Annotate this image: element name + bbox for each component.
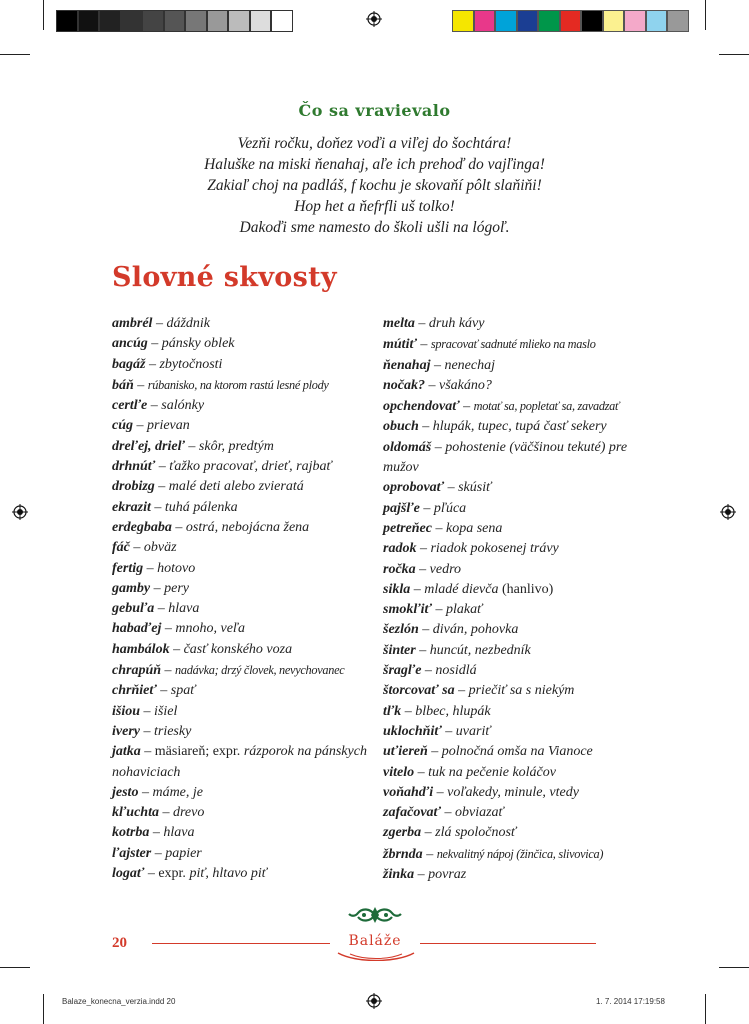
glossary-term: ivery: [112, 723, 140, 739]
color-swatch: [228, 10, 250, 32]
glossary-entry: fertig – hotovo: [112, 560, 196, 576]
glossary-term: zafačovať: [383, 805, 441, 821]
registration-mark-icon: [12, 504, 28, 520]
glossary-definition: tuk na pečenie koláčov: [428, 764, 556, 780]
color-swatch: [624, 10, 646, 32]
glossary-entry: žinka – povraz: [383, 867, 467, 883]
glossary-term: žinka: [383, 867, 415, 883]
glossary-term: gebuľa: [112, 601, 155, 617]
glossary-entry: cúg – prievan: [112, 418, 190, 434]
footer-rule: [420, 943, 596, 944]
crop-mark: [719, 54, 749, 55]
verse-line: Dakoďi sme namesto do školi ušli na lógoľ.: [239, 219, 510, 236]
glossary-entry: smokľiť – plakať: [383, 602, 483, 618]
glossary-term: išiou: [112, 703, 141, 719]
glossary-term: drhnúť: [112, 459, 156, 475]
glossary-entry: zafačovať – obviazať: [383, 805, 504, 821]
glossary-definition: nadávka; drzý človek, nevychovanec: [175, 663, 345, 678]
glossary-note: (hanlivo): [501, 581, 554, 597]
glossary-entry: kľuchta – drevo: [112, 805, 205, 821]
glossary-term: gamby: [112, 580, 151, 596]
footer-brand: Baláže: [348, 933, 402, 949]
glossary-term: šezlón: [383, 622, 419, 638]
section-title: Slovné skvosty: [112, 262, 337, 293]
glossary-definition: skúsiť: [458, 480, 492, 496]
glossary-definition: prievan: [147, 418, 190, 434]
glossary-entry: gebuľa – hlava: [112, 601, 200, 617]
glossary-entry: ancúg – pánsky oblek: [112, 336, 235, 352]
glossary-entry: šragľe – nosidlá: [383, 663, 477, 679]
glossary-term: petreňec: [383, 520, 432, 536]
glossary-entry: bagáž – zbytočnosti: [112, 356, 223, 372]
glossary-entry: ivery – triesky: [112, 723, 192, 739]
glossary-entry: melta – druh kávy: [383, 316, 485, 331]
glossary-entry: chrňieť – spať: [112, 683, 196, 699]
ornament-icon: [348, 904, 402, 926]
glossary-definition: rázporok na pánskych nohaviciach: [112, 744, 367, 780]
glossary-entry: hambálok – časť konského voza: [112, 641, 293, 657]
registration-mark-icon: [720, 504, 736, 520]
glossary-entry: ňenahaj – nenechaj: [383, 357, 495, 373]
color-swatch: [495, 10, 517, 32]
glossary-definition: skôr, predtým: [198, 438, 274, 454]
glossary-term: erdegbaba: [112, 519, 172, 535]
glossary-entry: chrapúň – nadávka; drzý človek, nevychovanec: [112, 663, 345, 679]
grayscale-color-bar: [56, 10, 293, 32]
glossary-entry: štorcovať sa – priečiť sa s niekým: [383, 683, 575, 699]
glossary-definition: kopa sena: [445, 520, 503, 536]
color-swatch: [121, 10, 143, 32]
glossary-term: cúg: [112, 418, 133, 434]
glossary-term: uťiereň: [383, 744, 428, 760]
glossary-definition: pľúca: [433, 500, 467, 516]
glossary-entry: šezlón – diván, pohovka: [383, 622, 519, 638]
glossary-definition: voľakedy, minule, vtedy: [447, 784, 579, 800]
glossary-definition: diván, pohovka: [432, 622, 519, 638]
glossary-definition: pery: [164, 580, 189, 596]
crop-mark: [719, 967, 749, 968]
glossary-term: oldomáš: [383, 439, 432, 455]
glossary-term: šinter: [383, 642, 416, 658]
glossary-column-right: [383, 314, 645, 885]
glossary-entry: išiou – išiel: [112, 703, 178, 719]
cmyk-color-bar: [452, 10, 689, 32]
glossary-definition: huncút, nezbedník: [429, 642, 531, 658]
glossary-definition: spať: [170, 683, 196, 699]
glossary-term: nočak?: [383, 377, 425, 393]
glossary-term: ancúg: [112, 336, 148, 352]
glossary-definition: papier: [165, 845, 202, 861]
glossary-term: bagáž: [112, 356, 146, 372]
glossary-term: opchendovať: [383, 399, 460, 415]
glossary-entry: oldomáš – pohostenie (väčšinou tekuté) pre mužov: [383, 439, 628, 476]
glossary-term: sikla: [383, 581, 411, 597]
glossary-entry: tľk – blbec, hlupák: [383, 703, 491, 719]
glossary-definition: nenechaj: [444, 357, 495, 373]
glossary-term: fáč: [112, 540, 130, 556]
glossary-definition: spracovať sadnuté mlieko na maslo: [430, 337, 596, 352]
glossary-term: mútiť: [383, 337, 417, 353]
glossary-entry: pajšľe – pľúca: [383, 500, 467, 516]
glossary-entry: šinter – huncút, nezbedník: [383, 642, 531, 658]
glossary-term: zgerba: [383, 825, 422, 841]
glossary-term: certľe: [112, 398, 148, 414]
glossary-entry: drhnúť – ťažko pracovať, drieť, rajbať: [112, 459, 332, 475]
glossary-term: jatka: [112, 744, 141, 760]
glossary-definition: dáždnik: [166, 316, 211, 331]
glossary-term: hambálok: [112, 641, 170, 657]
glossary-term: oprobovať: [383, 480, 445, 496]
glossary-term: voňahďi: [383, 784, 434, 800]
glossary-definition: polnočná omša na Vianoce: [441, 744, 593, 760]
glossary-entry: obuch – hlupák, tupec, tupá časť sekery: [383, 419, 607, 435]
glossary-definition: uvariť: [455, 723, 491, 739]
glossary-definition: hlava: [168, 601, 200, 617]
color-swatch: [603, 10, 625, 32]
color-swatch: [538, 10, 560, 32]
glossary-term: dreľej, drieľ: [112, 438, 185, 454]
glossary-term: smokľiť: [383, 602, 432, 618]
glossary-entry: kotrba – hlava: [112, 825, 195, 841]
color-swatch: [667, 10, 689, 32]
color-swatch: [452, 10, 474, 32]
glossary-term: chrapúň: [112, 663, 162, 679]
glossary-term: šragľe: [383, 663, 422, 679]
glossary-entry: uťiereň – polnočná omša na Vianoce: [383, 744, 593, 760]
glossary-definition: ostrá, nebojácna žena: [185, 519, 310, 535]
glossary-term: logať: [112, 866, 145, 882]
glossary-entry: erdegbaba – ostrá, nebojácna žena: [112, 519, 310, 535]
glossary-definition: hlupák, tupec, tupá časť sekery: [432, 419, 607, 435]
glossary-term: kľuchta: [112, 805, 159, 821]
verse-line: Vezňi ročku, doňez voďi a viľej do šochtára!: [237, 135, 512, 152]
glossary-term: ňenahaj: [383, 357, 431, 373]
glossary-term: ľajster: [112, 845, 152, 861]
crop-mark: [705, 0, 706, 30]
crop-mark: [43, 994, 44, 1024]
glossary-definition: vedro: [429, 561, 462, 577]
slug-filename: Balaze_konecna_verzia.indd 20: [62, 997, 176, 1006]
glossary-definition: máme, je: [152, 784, 203, 800]
glossary-term: báň: [112, 377, 134, 393]
glossary-term: ekrazit: [112, 499, 151, 515]
color-swatch: [560, 10, 582, 32]
glossary-definition: hotovo: [157, 560, 196, 576]
color-swatch: [474, 10, 496, 32]
glossary-definition: hlava: [163, 825, 195, 841]
color-swatch: [646, 10, 668, 32]
glossary-term: jesto: [112, 784, 139, 800]
glossary-definition: rúbanisko, na ktorom rastú lesné plody: [147, 377, 329, 392]
glossary-note: expr.: [158, 866, 186, 882]
crop-mark: [0, 54, 30, 55]
glossary-definition: motať sa, popletať sa, zavadzať: [473, 399, 620, 414]
glossary-entry: sikla – mladé dievča (hanlivo): [383, 581, 554, 597]
glossary-definition: plakať: [445, 602, 483, 618]
glossary-entry: uklochňiť – uvariť: [383, 723, 491, 739]
glossary-term: fertig: [112, 560, 144, 576]
glossary-entry: vitelo – tuk na pečenie koláčov: [383, 764, 556, 780]
glossary-definition: mnoho, veľa: [175, 621, 246, 637]
registration-mark-icon: [366, 11, 382, 27]
page-number: 20: [112, 935, 127, 951]
glossary-term: obuch: [383, 419, 419, 435]
glossary-entry: zgerba – zlá spoločnosť: [383, 825, 517, 841]
glossary-term: kotrba: [112, 825, 150, 841]
color-swatch: [250, 10, 272, 32]
color-swatch: [517, 10, 539, 32]
registration-mark-icon: [366, 993, 382, 1009]
glossary-definition: riadok pokosenej trávy: [430, 541, 559, 557]
color-swatch: [56, 10, 78, 32]
glossary-definition: zbytočnosti: [159, 356, 223, 372]
color-swatch: [207, 10, 229, 32]
glossary-entry: ekrazit – tuhá pálenka: [112, 499, 238, 515]
verse-line: Haluške na miski ňenahaj, aľe ich prehoď do vajľinga!: [204, 156, 545, 173]
glossary-entry: fáč – obväz: [112, 540, 177, 556]
glossary-entry: dreľej, drieľ – skôr, predtým: [112, 438, 274, 454]
glossary-column-left: [112, 314, 374, 884]
glossary-entry: ľajster – papier: [112, 845, 202, 861]
glossary-definition: zlá spoločnosť: [435, 825, 517, 841]
glossary-term: habaďej: [112, 621, 162, 637]
glossary-term: vitelo: [383, 764, 415, 780]
glossary-term: drobizg: [112, 479, 155, 495]
glossary-definition: pohostenie (väčšinou tekuté) pre mužov: [383, 439, 628, 476]
glossary-definition: piť, hltavo piť: [189, 866, 267, 882]
glossary-entry: ambrél – dáždnik: [112, 316, 211, 331]
glossary-definition: tuhá pálenka: [164, 499, 238, 515]
glossary-term: tľk: [383, 703, 402, 719]
glossary-entry: habaďej – mnoho, veľa: [112, 621, 246, 637]
glossary-definition: salónky: [161, 398, 205, 414]
intro-verse: [0, 133, 749, 238]
glossary-definition: blbec, hlupák: [415, 703, 491, 719]
glossary-definition: ťažko pracovať, drieť, rajbať: [169, 459, 332, 475]
glossary-entry: báň – rúbanisko, na ktorom rastú lesné plody: [112, 377, 329, 393]
crop-mark: [43, 0, 44, 30]
glossary-definition: priečiť sa s niekým: [468, 683, 575, 699]
verse-line: Zakiaľ choj na padláš, f kochu je skovaňí pôlt slaňiňi!: [207, 177, 542, 194]
color-swatch: [185, 10, 207, 32]
glossary-definition: drevo: [172, 805, 205, 821]
glossary-definition: malé deti alebo zvieratá: [168, 479, 304, 495]
glossary-definition: nekvalitný nápoj (žinčica, slivovica): [436, 846, 604, 861]
glossary-term: žbrnda: [383, 846, 423, 862]
glossary-term: štorcovať sa: [383, 683, 455, 699]
glossary-definition: triesky: [153, 723, 192, 739]
color-swatch: [271, 10, 293, 32]
color-swatch: [78, 10, 100, 32]
glossary-term: melta: [383, 316, 415, 331]
glossary-definition: povraz: [428, 867, 467, 883]
glossary-entry: oprobovať – skúsiť: [383, 480, 492, 496]
glossary-entry: voňahďi – voľakedy, minule, vtedy: [383, 784, 579, 800]
footer-rule: [152, 943, 330, 944]
glossary-entry: certľe – salónky: [112, 398, 205, 414]
slug-date: 1. 7. 2014 17:19:58: [596, 997, 665, 1006]
glossary-term: pajšľe: [383, 500, 420, 516]
glossary-definition: pánsky oblek: [161, 336, 235, 352]
glossary-entry: jatka – mäsiareň; expr. rázporok na pánskych nohaviciach: [112, 744, 367, 780]
color-swatch: [99, 10, 121, 32]
glossary-definition: časť konského voza: [183, 641, 293, 657]
glossary-definition: nosidlá: [435, 663, 477, 679]
glossary-entry: ročka – vedro: [383, 561, 462, 577]
glossary-entry: opchendovať – motať sa, popletať sa, zavadzať: [383, 399, 620, 415]
glossary-entry: radok – riadok pokosenej trávy: [383, 541, 559, 557]
glossary-definition: mladé dievča: [424, 581, 499, 597]
glossary-entry: jesto – máme, je: [112, 784, 203, 800]
glossary-note: mäsiareň; expr.: [154, 744, 241, 760]
glossary-entry: petreňec – kopa sena: [383, 520, 503, 536]
glossary-definition: obväz: [143, 540, 177, 556]
glossary-term: radok: [383, 541, 417, 557]
glossary-term: ročka: [383, 561, 416, 577]
glossary-term: chrňieť: [112, 683, 157, 699]
glossary-entry: gamby – pery: [112, 580, 189, 596]
color-swatch: [142, 10, 164, 32]
footer-flourish-icon: [336, 951, 416, 961]
glossary-entry: žbrnda – nekvalitný nápoj (žinčica, slivovica): [383, 846, 604, 862]
color-swatch: [581, 10, 603, 32]
glossary-entry: drobizg – malé deti alebo zvieratá: [112, 479, 304, 495]
intro-heading: Čo sa vravievalo: [298, 101, 451, 120]
glossary-entry: logať – expr. piť, hltavo piť: [112, 866, 267, 882]
verse-line: Hop het a ňefrfli uš tolko!: [294, 198, 455, 215]
glossary-entry: nočak? – všakáno?: [383, 377, 492, 393]
crop-mark: [0, 967, 30, 968]
glossary-definition: druh kávy: [428, 316, 485, 331]
glossary-definition: obviazať: [454, 805, 504, 821]
glossary-definition: všakáno?: [439, 377, 492, 393]
glossary-definition: išiel: [154, 703, 178, 719]
glossary-term: uklochňiť: [383, 723, 442, 739]
glossary-term: ambrél: [112, 316, 153, 331]
color-swatch: [164, 10, 186, 32]
glossary-entry: mútiť – spracovať sadnuté mlieko na maslo: [383, 337, 596, 353]
crop-mark: [705, 994, 706, 1024]
